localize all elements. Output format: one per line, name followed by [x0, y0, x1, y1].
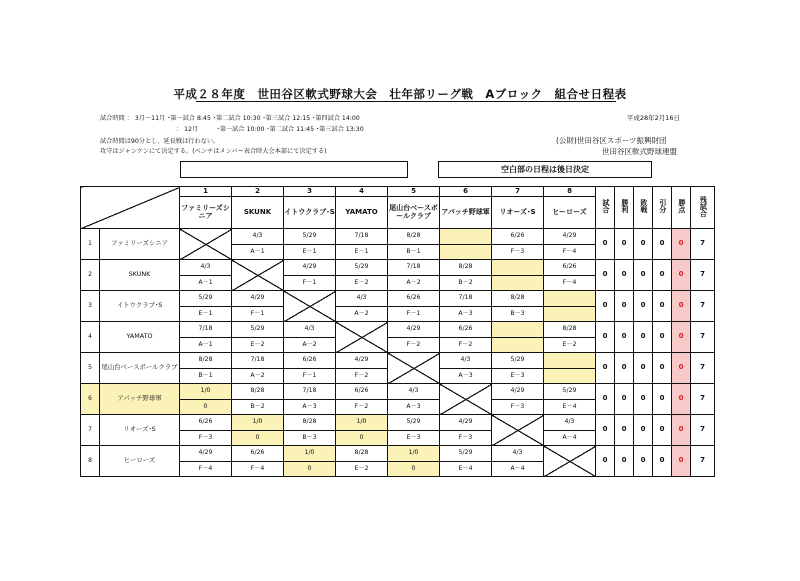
match-code: B－3 [284, 431, 336, 446]
match-code: A－2 [388, 276, 440, 291]
match-date: 4/29 [544, 229, 596, 245]
match-date: 7/18 [440, 291, 492, 307]
stat-header-label: 試合 [601, 199, 610, 214]
row-team-name: YAMATO [100, 322, 180, 353]
stat-header [653, 187, 672, 229]
match-date: 4/3 [544, 415, 596, 431]
match-code: F－1 [284, 369, 336, 384]
match-code: A－4 [544, 431, 596, 446]
match-date: 6/26 [336, 384, 388, 400]
column-number: 5 [388, 187, 440, 197]
match-date: 4/29 [232, 291, 284, 307]
team-stat: 0 [672, 415, 691, 446]
match-date: 6/26 [388, 291, 440, 307]
match-code: E－1 [284, 245, 336, 260]
match-code: E－4 [440, 462, 492, 477]
match-code: 0 [284, 462, 336, 477]
match-code: A－4 [492, 462, 544, 477]
column-team-name: リオーズ･S [492, 197, 544, 229]
team-stat: 0 [615, 229, 634, 260]
match-code: E－4 [544, 400, 596, 415]
team-stat: 0 [634, 353, 653, 384]
column-number: 1 [180, 187, 232, 197]
team-stat: 0 [596, 415, 615, 446]
match-date: 1/0 [388, 446, 440, 462]
match-code: F－3 [492, 245, 544, 260]
team-stat: 0 [615, 291, 634, 322]
match-date: 4/29 [388, 322, 440, 338]
match-date: 8/28 [440, 260, 492, 276]
column-team-name: ヒーローズ [544, 197, 596, 229]
column-number: 6 [440, 187, 492, 197]
row-team-name: SKUNK [100, 260, 180, 291]
match-code: 0 [232, 431, 284, 446]
match-date: 8/28 [492, 291, 544, 307]
match-code: F－2 [336, 400, 388, 415]
corner-cell [81, 187, 180, 229]
team-stat: 0 [653, 322, 672, 353]
team-stat: 0 [653, 384, 672, 415]
match-time-line-1: 試合時間 ： 3月～11月 ･第一試合 8:45 ･第二試合 10:30 ･第三試合 12:15 ･第四試合 14:00 [100, 115, 360, 122]
column-number: 2 [232, 187, 284, 197]
team-stat: 0 [634, 446, 653, 477]
team-stat: 7 [691, 353, 715, 384]
team-stat: 0 [653, 291, 672, 322]
team-stat: 0 [634, 291, 653, 322]
match-code: F－1 [232, 307, 284, 322]
page-title: 平成２８年度 世田谷区軟式野球大会 壮年部リーグ戦 Aブロック 組合せ日程表 [173, 87, 627, 101]
team-stat: 0 [653, 229, 672, 260]
match-code: E－2 [232, 338, 284, 353]
team-stat: 7 [691, 291, 715, 322]
title-underline [196, 101, 616, 102]
row-number: 3 [81, 291, 100, 322]
stat-header-label: 勝利 [620, 199, 629, 214]
match-code: B－1 [388, 245, 440, 260]
self-match-cell [180, 229, 232, 260]
match-code [544, 369, 596, 384]
match-code: F－3 [492, 400, 544, 415]
team-stat: 0 [596, 291, 615, 322]
team-stat: 7 [691, 446, 715, 477]
match-date: 7/18 [336, 229, 388, 245]
team-stat: 7 [691, 415, 715, 446]
row-team-name: イトウクラブ･S [100, 291, 180, 322]
self-match-cell [492, 415, 544, 446]
issue-date: 平成28年2月16日 [626, 114, 680, 122]
match-date: 5/29 [232, 322, 284, 338]
match-code [440, 245, 492, 260]
match-code: F－1 [388, 307, 440, 322]
match-code: F－4 [544, 245, 596, 260]
match-date: 4/3 [440, 353, 492, 369]
self-match-cell [336, 322, 388, 353]
match-date: 7/18 [284, 384, 336, 400]
match-code: F－4 [544, 276, 596, 291]
match-date: 6/26 [492, 229, 544, 245]
stat-header-label: 勝点 [677, 199, 686, 214]
match-code: A－1 [180, 338, 232, 353]
column-team-name: SKUNK [232, 197, 284, 229]
match-date [492, 260, 544, 276]
match-date: 4/3 [180, 260, 232, 276]
column-number: 7 [492, 187, 544, 197]
column-team-name: YAMATO [336, 197, 388, 229]
match-date: 1/0 [336, 415, 388, 431]
row-number: 2 [81, 260, 100, 291]
match-date: 5/29 [388, 415, 440, 431]
row-number: 4 [81, 322, 100, 353]
match-code: F－2 [388, 338, 440, 353]
match-date: 4/29 [492, 384, 544, 400]
stat-header-label: 引分 [658, 199, 667, 214]
match-date: 7/18 [180, 322, 232, 338]
column-team-name: ファミリーズシニア [180, 197, 232, 229]
row-number: 5 [81, 353, 100, 384]
match-date: 5/29 [440, 446, 492, 462]
team-stat: 7 [691, 322, 715, 353]
row-team-name: ヒーローズ [100, 446, 180, 477]
match-date: 6/26 [180, 415, 232, 431]
team-stat: 0 [672, 353, 691, 384]
self-match-cell [544, 446, 596, 477]
match-date: 5/29 [180, 291, 232, 307]
match-date: 5/29 [284, 229, 336, 245]
match-date [440, 229, 492, 245]
match-code: 0 [388, 462, 440, 477]
match-date: 4/3 [336, 291, 388, 307]
team-stat: 0 [653, 415, 672, 446]
stat-header [634, 187, 653, 229]
team-stat: 0 [634, 229, 653, 260]
match-date: 4/29 [284, 260, 336, 276]
match-code: B－2 [440, 276, 492, 291]
match-code: A－3 [440, 369, 492, 384]
match-code: F－4 [232, 462, 284, 477]
row-team-name: 尾山台ベースボールクラブ [100, 353, 180, 384]
team-stat: 0 [596, 322, 615, 353]
match-code: F－3 [440, 431, 492, 446]
team-stat: 7 [691, 229, 715, 260]
row-number: 1 [81, 229, 100, 260]
team-stat: 0 [672, 260, 691, 291]
match-date: 7/18 [388, 260, 440, 276]
match-code: E－3 [388, 431, 440, 446]
match-code: F－1 [284, 276, 336, 291]
organizer-federation: 世田谷区軟式野球連盟 [602, 147, 677, 156]
team-stat: 0 [596, 229, 615, 260]
match-date: 8/28 [284, 415, 336, 431]
match-date: 4/3 [284, 322, 336, 338]
match-date: 6/26 [232, 446, 284, 462]
team-stat: 0 [596, 353, 615, 384]
row-team-name: アパッチ野球軍 [100, 384, 180, 415]
team-stat: 0 [634, 260, 653, 291]
team-stat: 7 [691, 384, 715, 415]
team-stat: 0 [596, 260, 615, 291]
match-code: E－2 [544, 338, 596, 353]
match-code [544, 307, 596, 322]
team-stat: 0 [634, 384, 653, 415]
stat-header [672, 187, 691, 229]
match-code: F－2 [440, 338, 492, 353]
team-stat: 0 [615, 353, 634, 384]
match-code: F－2 [336, 369, 388, 384]
team-stat: 0 [615, 322, 634, 353]
row-number: 7 [81, 415, 100, 446]
match-code: A－1 [180, 276, 232, 291]
match-date: 4/3 [492, 446, 544, 462]
self-match-cell [440, 384, 492, 415]
match-code: A－3 [440, 307, 492, 322]
match-code: A－2 [232, 369, 284, 384]
match-date: 7/18 [232, 353, 284, 369]
team-stat: 0 [615, 446, 634, 477]
team-stat: 0 [672, 229, 691, 260]
match-code: A－3 [388, 400, 440, 415]
match-date [544, 291, 596, 307]
match-code: E－3 [492, 369, 544, 384]
row-number: 8 [81, 446, 100, 477]
stat-header-label: 敗戦 [639, 199, 648, 214]
match-date: 1/0 [284, 446, 336, 462]
match-code: A－3 [284, 400, 336, 415]
column-team-name: 尾山台ベースボールクラブ [388, 197, 440, 229]
match-code: 0 [336, 431, 388, 446]
league-schedule-table [80, 186, 715, 477]
match-code: A－1 [232, 245, 284, 260]
match-date: 5/29 [492, 353, 544, 369]
match-date: 6/26 [284, 353, 336, 369]
row-team-name: ファミリーズシニア [100, 229, 180, 260]
team-stat: 7 [691, 260, 715, 291]
stat-header [691, 187, 715, 229]
self-match-cell [284, 291, 336, 322]
match-date: 8/28 [232, 384, 284, 400]
row-number: 6 [81, 384, 100, 415]
column-number: 8 [544, 187, 596, 197]
match-code: B－3 [492, 307, 544, 322]
team-stat: 0 [615, 415, 634, 446]
column-team-name: アパッチ野球軍 [440, 197, 492, 229]
match-date: 1/0 [180, 384, 232, 400]
match-date: 4/3 [232, 229, 284, 245]
match-code: E－1 [336, 245, 388, 260]
match-date: 4/29 [336, 353, 388, 369]
team-stat: 0 [634, 415, 653, 446]
match-code: B－2 [232, 400, 284, 415]
team-stat: 0 [634, 322, 653, 353]
self-match-cell [232, 260, 284, 291]
team-stat: 0 [672, 291, 691, 322]
match-date: 4/29 [440, 415, 492, 431]
match-code [492, 276, 544, 291]
match-code: E－1 [180, 307, 232, 322]
team-stat: 0 [615, 384, 634, 415]
match-date: 6/26 [544, 260, 596, 276]
match-code [492, 338, 544, 353]
column-number: 4 [336, 187, 388, 197]
row-team-name: リオーズ･S [100, 415, 180, 446]
match-code: F－3 [180, 431, 232, 446]
match-date: 4/29 [180, 446, 232, 462]
match-date [492, 322, 544, 338]
match-code: B－1 [180, 369, 232, 384]
team-stat: 0 [653, 446, 672, 477]
match-date: 8/28 [388, 229, 440, 245]
organizer-foundation: (公財)世田谷区スポーツ振興財団 [556, 136, 667, 145]
stat-header [596, 187, 615, 229]
team-stat: 0 [596, 384, 615, 415]
match-date: 8/28 [336, 446, 388, 462]
rule-note-1: 試合時間は90分とし、延長戦は行わない。 [100, 138, 220, 145]
stat-header [615, 187, 634, 229]
team-stat: 0 [672, 446, 691, 477]
match-date: 1/0 [232, 415, 284, 431]
blank-banner [180, 161, 408, 178]
match-date: 5/29 [544, 384, 596, 400]
match-date: 4/3 [388, 384, 440, 400]
match-date: 8/28 [180, 353, 232, 369]
match-date: 5/29 [336, 260, 388, 276]
match-code: A－2 [336, 307, 388, 322]
match-code: F－4 [180, 462, 232, 477]
team-stat: 0 [672, 384, 691, 415]
self-match-cell [388, 353, 440, 384]
match-date [544, 353, 596, 369]
match-code: A－2 [284, 338, 336, 353]
match-date: 6/26 [440, 322, 492, 338]
team-stat: 0 [653, 260, 672, 291]
team-stat: 0 [596, 446, 615, 477]
team-stat: 0 [653, 353, 672, 384]
schedule-notice-banner: 空白部の日程は後日決定 [438, 161, 652, 178]
match-date: 8/28 [544, 322, 596, 338]
stat-header-label: 残試合 [699, 195, 708, 217]
column-number: 3 [284, 187, 336, 197]
match-code: E－2 [336, 276, 388, 291]
match-code: 0 [180, 400, 232, 415]
match-code: E－2 [336, 462, 388, 477]
column-team-name: イトウクラブ･S [284, 197, 336, 229]
team-stat: 0 [615, 260, 634, 291]
rule-note-2: 攻守はジャンケンにて決定する。(ベンチはメンバー表合時大会本部にて決定する) [100, 148, 327, 155]
match-time-line-2: ： 12月 ･第一試合 10:00 ･第二試合 11:45 ･第三試合 13:30 [176, 126, 364, 133]
team-stat: 0 [672, 322, 691, 353]
